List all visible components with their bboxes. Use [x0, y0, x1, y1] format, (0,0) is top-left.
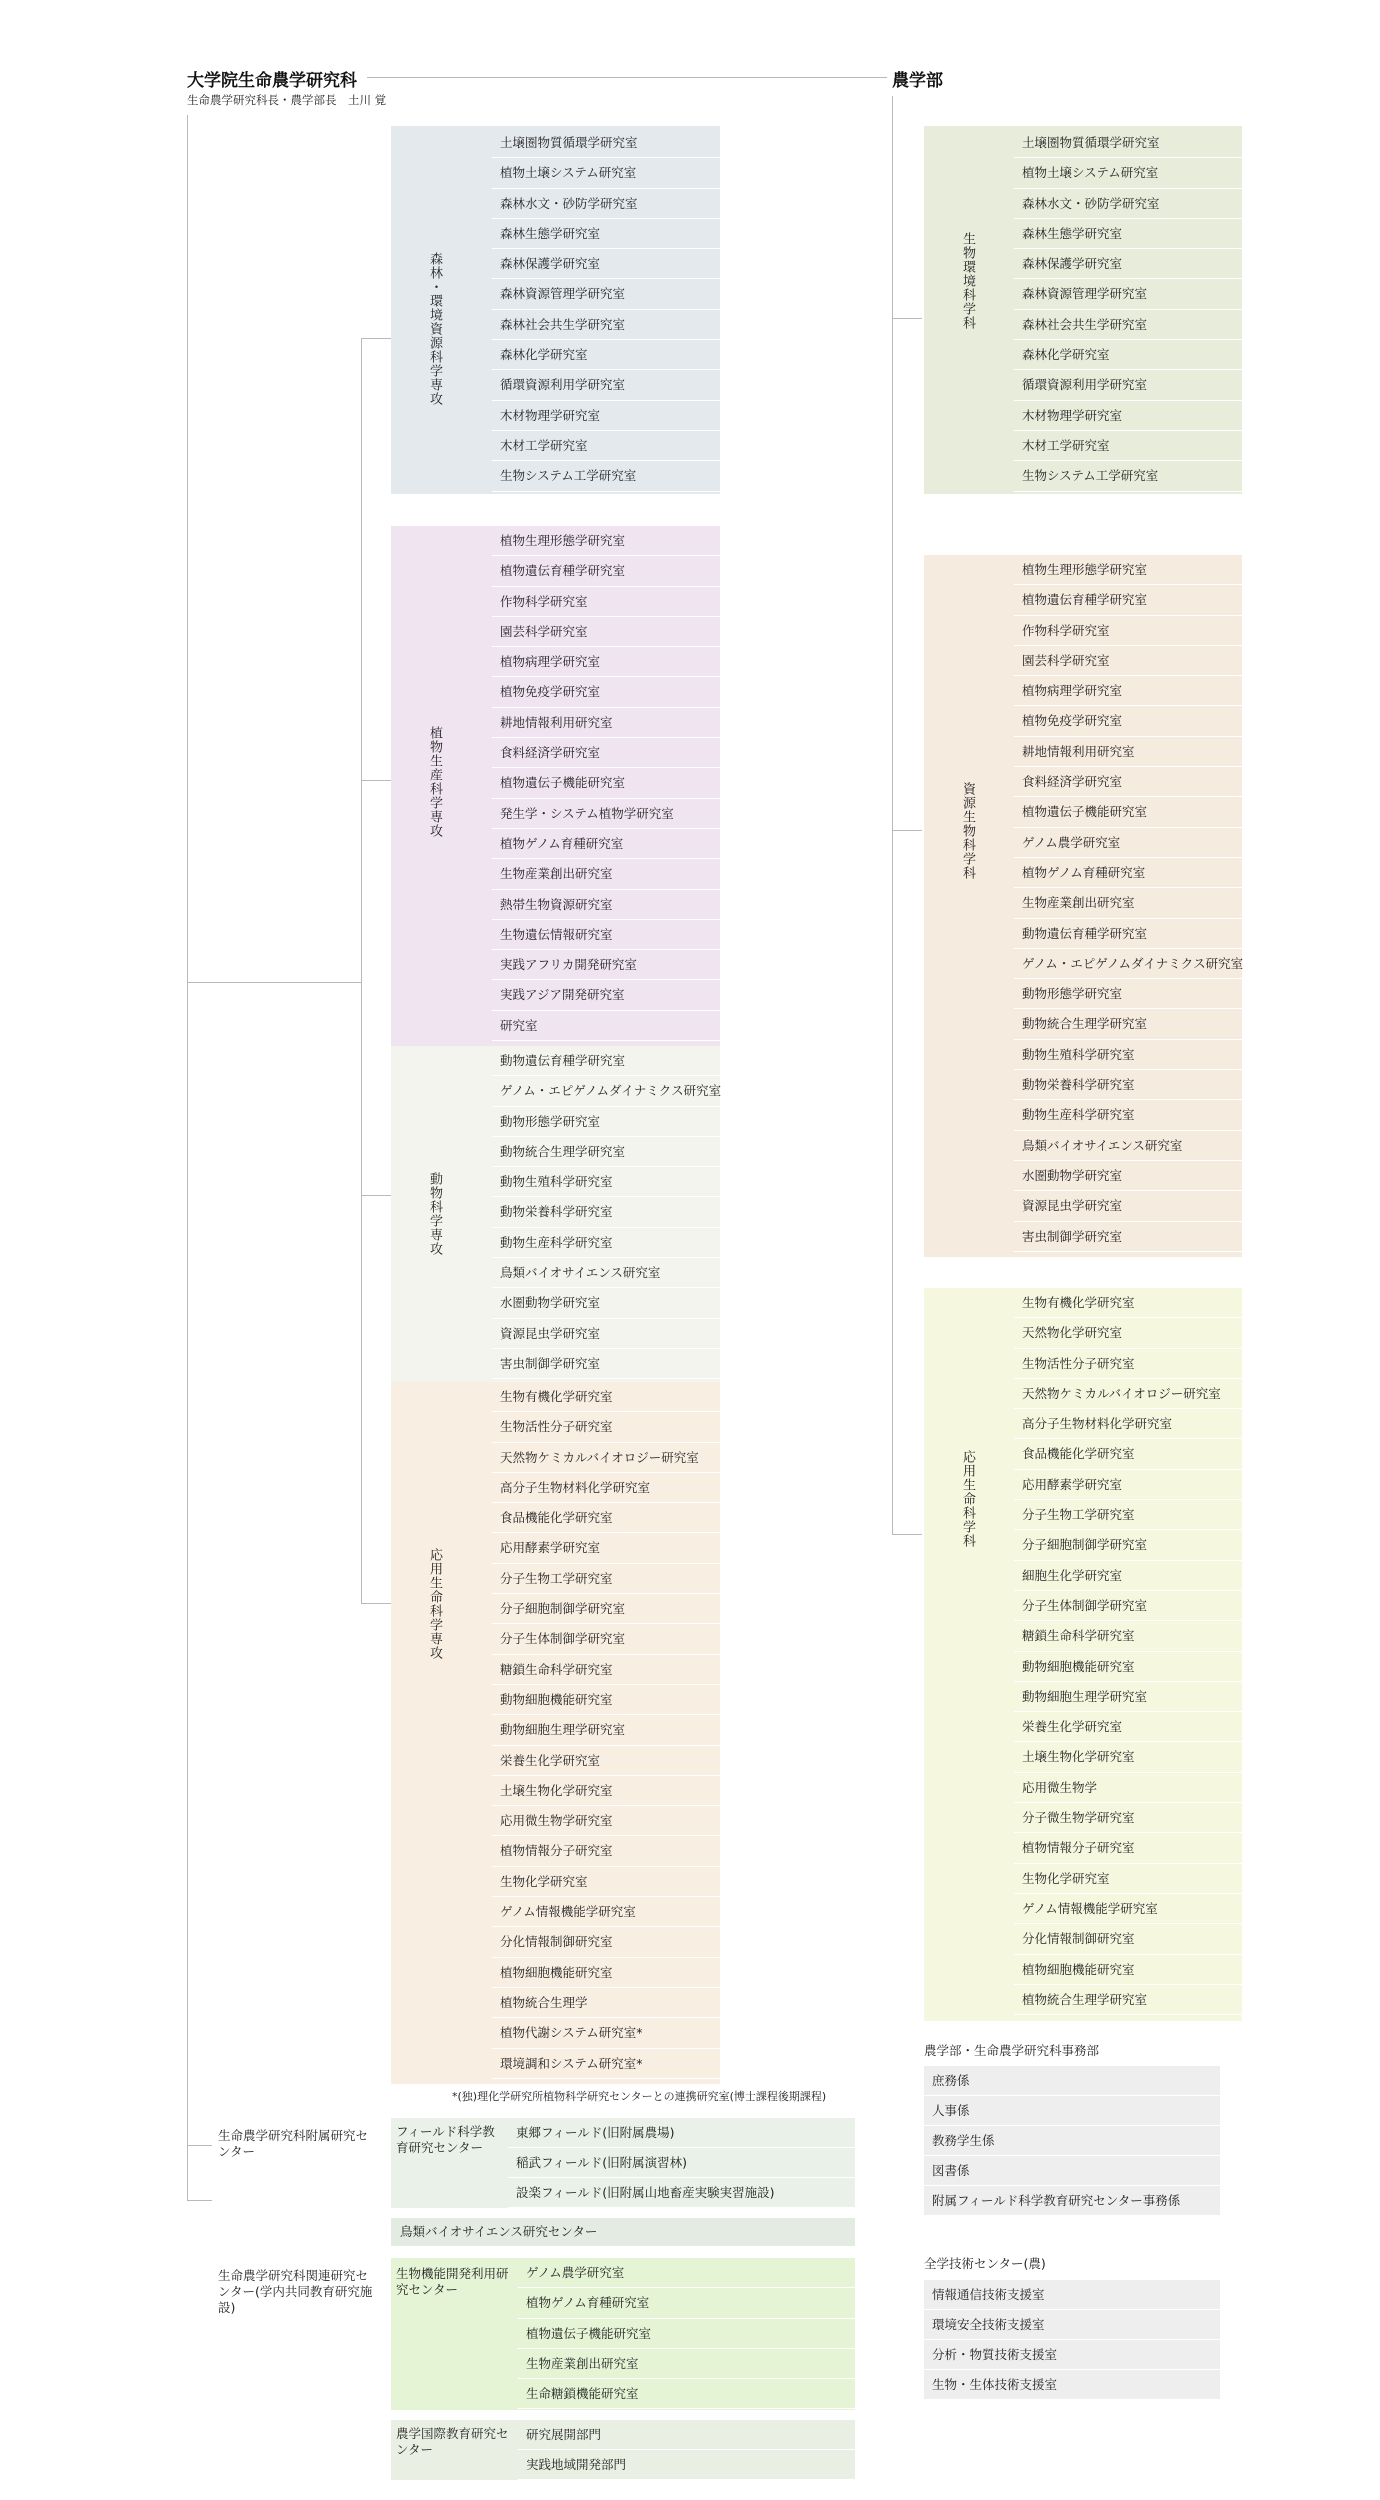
- lab-item: 動物統合生理学研究室: [1014, 1009, 1242, 1039]
- lab-item: 生物遺伝情報研究室: [492, 920, 720, 950]
- lab-item: 園芸科学研究室: [1014, 646, 1242, 676]
- dept-name-app: 応用生命科学科: [960, 1450, 975, 1548]
- lab-item: 環境調和システム研究室*: [492, 2049, 720, 2079]
- faculty-tick-app: [892, 1534, 922, 1535]
- office-title: 農学部・生命農学研究科事務部: [924, 2043, 1100, 2058]
- lab-item: 情報通信技術支援室: [924, 2280, 1220, 2310]
- lab-item: 分子生物工学研究室: [1014, 1500, 1242, 1530]
- major-lab-list-applied: [492, 1382, 720, 2079]
- lab-item: 動物形態学研究室: [492, 1107, 720, 1137]
- lab-item: 動物細胞機能研究室: [492, 1685, 720, 1715]
- lab-item: 森林社会共生学研究室: [1014, 310, 1242, 340]
- lab-item: 植物生理形態学研究室: [492, 526, 720, 556]
- lab-item: 循環資源利用学研究室: [1014, 370, 1242, 400]
- lab-item: 天然物ケミカルバイオロジー研究室: [492, 1443, 720, 1473]
- lab-item: 東郷フィールド(旧附属農場): [508, 2118, 855, 2148]
- lab-item: 生物産業創出研究室: [1014, 888, 1242, 918]
- lab-item: 水圏動物学研究室: [1014, 1161, 1242, 1191]
- lab-item: 植物統合生理学: [492, 1988, 720, 2018]
- lab-item: 生物活性分子研究室: [492, 1412, 720, 1442]
- plantfunc-center-name: 生物機能開発利用研究センター: [396, 2266, 509, 2297]
- lab-item: 分子微生物学研究室: [1014, 1803, 1242, 1833]
- lab-item: ゲノム農学研究室: [518, 2258, 855, 2288]
- lab-item: 植物免疫学研究室: [1014, 706, 1242, 736]
- dept-lab-list-res: [1014, 555, 1242, 1252]
- field-center-list: [508, 2118, 855, 2208]
- lab-item: 植物遺伝子機能研究室: [1014, 797, 1242, 827]
- lab-item: 森林化学研究室: [1014, 340, 1242, 370]
- lab-item: 設楽フィールド(旧附属山地畜産実験実習施設): [508, 2178, 855, 2208]
- lab-item: 森林化学研究室: [492, 340, 720, 370]
- lab-item: 生物活性分子研究室: [1014, 1349, 1242, 1379]
- lab-item: 植物遺伝育種学研究室: [1014, 585, 1242, 615]
- lab-item: 植物情報分子研究室: [492, 1836, 720, 1866]
- lab-item: 資源昆虫学研究室: [492, 1319, 720, 1349]
- lab-item: 土壌圏物質循環学研究室: [1014, 128, 1242, 158]
- lab-item: 動物統合生理学研究室: [492, 1137, 720, 1167]
- lab-item: 実践地域開発部門: [518, 2450, 855, 2480]
- lab-item: 植物病理学研究室: [1014, 676, 1242, 706]
- lab-item: 動物細胞生理学研究室: [1014, 1682, 1242, 1712]
- lab-item: 応用酵素学研究室: [492, 1533, 720, 1563]
- lab-item: 生物産業創出研究室: [518, 2349, 855, 2379]
- lab-item: 土壌生物化学研究室: [1014, 1742, 1242, 1772]
- faculty-tick-bio: [892, 318, 922, 319]
- lab-item: 動物遺伝育種学研究室: [1014, 919, 1242, 949]
- lab-item: 応用微生物学研究室: [492, 1806, 720, 1836]
- plantfunc-center-list: [518, 2258, 855, 2409]
- lab-item: 植物遺伝子機能研究室: [492, 768, 720, 798]
- lab-item: 植物情報分子研究室: [1014, 1833, 1242, 1863]
- lab-item: 植物統合生理学研究室: [1014, 1985, 1242, 2015]
- major-bracket-line: [361, 338, 362, 1603]
- lab-item: 害虫制御学研究室: [1014, 1222, 1242, 1252]
- faculty-trunk-line: [892, 96, 893, 1534]
- lab-item: 森林資源管理学研究室: [1014, 279, 1242, 309]
- lab-item: 生物システム工学研究室: [1014, 461, 1242, 491]
- lab-item: 応用微生物学: [1014, 1773, 1242, 1803]
- intl-center-name: 農学国際教育研究センター: [396, 2426, 509, 2457]
- lab-item: 分化情報制御研究室: [1014, 1924, 1242, 1954]
- faculty-tick-res: [892, 830, 922, 831]
- lab-item: 土壌生物化学研究室: [492, 1776, 720, 1806]
- lab-item: 植物細胞機能研究室: [492, 1958, 720, 1988]
- lab-item: 木材物理学研究室: [1014, 401, 1242, 431]
- intl-center-list: [518, 2420, 855, 2480]
- lab-item: 分子生体制御学研究室: [492, 1624, 720, 1654]
- lab-item: 鳥類バイオサイエンス研究室: [492, 1258, 720, 1288]
- major-tick-applied: [361, 1603, 391, 1604]
- lab-item: 庶務係: [924, 2066, 1220, 2096]
- office-list: [924, 2066, 1220, 2216]
- lab-item: 作物科学研究室: [492, 587, 720, 617]
- collab-footnote: *(独)理化学研究所植物科学研究センターとの連携研究室(博士課程後期課程): [452, 2090, 827, 2103]
- lab-item: 食品機能化学研究室: [1014, 1439, 1242, 1469]
- lab-item: 研究展開部門: [518, 2420, 855, 2450]
- lab-item: ゲノム・エピゲノムダイナミクス研究室: [492, 1076, 720, 1106]
- lab-item: ゲノム農学研究室: [1014, 828, 1242, 858]
- lab-item: 稲武フィールド(旧附属演習林): [508, 2148, 855, 2178]
- major-lab-list-animal: [492, 1046, 720, 1379]
- lab-item: 発生学・システム植物学研究室: [492, 799, 720, 829]
- lab-item: 植物ゲノム育種研究室: [492, 829, 720, 859]
- lab-item: 動物細胞生理学研究室: [492, 1715, 720, 1745]
- lab-item: 植物病理学研究室: [492, 647, 720, 677]
- lab-item: 生物化学研究室: [1014, 1864, 1242, 1894]
- lab-item: 教務学生係: [924, 2126, 1220, 2156]
- lab-item: 植物遺伝子機能研究室: [518, 2319, 855, 2349]
- field-center-name: フィールド科学教育研究センター: [396, 2124, 495, 2155]
- major-tick-animal: [361, 1195, 391, 1196]
- lab-item: 森林水文・砂防学研究室: [1014, 189, 1242, 219]
- lab-item: 分子細胞制御学研究室: [492, 1594, 720, 1624]
- major-tick-forest: [361, 338, 391, 339]
- lab-item: 応用酵素学研究室: [1014, 1470, 1242, 1500]
- lab-item: 糖鎖生命科学研究室: [1014, 1621, 1242, 1651]
- major-name-plant: 植物生産科学専攻: [427, 726, 442, 838]
- lab-item: 動物生殖科学研究室: [1014, 1040, 1242, 1070]
- lab-item: 森林生態学研究室: [1014, 219, 1242, 249]
- lab-item: 食料経済学研究室: [1014, 767, 1242, 797]
- lab-item: 動物形態学研究室: [1014, 979, 1242, 1009]
- lab-item: 木材物理学研究室: [492, 401, 720, 431]
- lab-item: ゲノム・エピゲノムダイナミクス研究室: [1014, 949, 1242, 979]
- bird-center-name: 鳥類バイオサイエンス研究センター: [400, 2224, 598, 2239]
- major-name-animal: 動物科学専攻: [427, 1172, 442, 1256]
- lab-item: 生物システム工学研究室: [492, 461, 720, 491]
- lab-item: 植物土壌システム研究室: [492, 158, 720, 188]
- lab-item: 森林水文・砂防学研究室: [492, 189, 720, 219]
- grad-school-title: 大学院生命農学研究科: [187, 71, 357, 91]
- lab-item: 栄養生化学研究室: [492, 1746, 720, 1776]
- dept-name-bio: 生物環境科学科: [960, 232, 975, 330]
- lab-item: 森林保護学研究室: [492, 249, 720, 279]
- lab-item: 森林生態学研究室: [492, 219, 720, 249]
- lab-item: 害虫制御学研究室: [492, 1349, 720, 1379]
- lab-item: 植物生理形態学研究室: [1014, 555, 1242, 585]
- lab-item: 作物科学研究室: [1014, 616, 1242, 646]
- major-lab-list-plant: [492, 526, 720, 1041]
- lab-item: 動物生産科学研究室: [1014, 1100, 1242, 1130]
- lab-item: 動物栄養科学研究室: [492, 1197, 720, 1227]
- lab-item: 環境安全技術支援室: [924, 2310, 1220, 2340]
- dept-lab-list-app: [1014, 1288, 1242, 2015]
- lab-item: 熱帯生物資源研究室: [492, 890, 720, 920]
- lab-item: 糖鎖生命科学研究室: [492, 1655, 720, 1685]
- lab-item: 植物ゲノム育種研究室: [1014, 858, 1242, 888]
- lab-item: 食料経済学研究室: [492, 738, 720, 768]
- lab-item: 人事係: [924, 2096, 1220, 2126]
- center-tick-attached: [187, 2145, 212, 2146]
- lab-item: 森林社会共生学研究室: [492, 310, 720, 340]
- lab-item: 研究室: [492, 1011, 720, 1041]
- lab-item: 生物・生体技術支援室: [924, 2370, 1220, 2400]
- lab-item: 生命糖鎖機能研究室: [518, 2379, 855, 2409]
- lab-item: 図書係: [924, 2156, 1220, 2186]
- lab-item: 生物産業創出研究室: [492, 859, 720, 889]
- tech-center-list: [924, 2280, 1220, 2400]
- grad-major-branch: [187, 982, 362, 983]
- lab-item: 資源昆虫学研究室: [1014, 1191, 1242, 1221]
- header-connector-line: [367, 77, 887, 78]
- lab-item: 森林保護学研究室: [1014, 249, 1242, 279]
- lab-item: 園芸科学研究室: [492, 617, 720, 647]
- lab-item: 生物有機化学研究室: [492, 1382, 720, 1412]
- lab-item: 水圏動物学研究室: [492, 1288, 720, 1318]
- major-lab-list-forest: [492, 128, 720, 492]
- lab-item: 植物遺伝育種学研究室: [492, 556, 720, 586]
- lab-item: 動物遺伝育種学研究室: [492, 1046, 720, 1076]
- major-name-applied: 応用生命科学専攻: [427, 1548, 442, 1660]
- lab-item: 鳥類バイオサイエンス研究室: [1014, 1131, 1242, 1161]
- lab-item: 栄養生化学研究室: [1014, 1712, 1242, 1742]
- lab-item: 耕地情報利用研究室: [1014, 737, 1242, 767]
- major-tick-plant: [361, 780, 391, 781]
- lab-item: 細胞生化学研究室: [1014, 1561, 1242, 1591]
- lab-item: 土壌圏物質循環学研究室: [492, 128, 720, 158]
- lab-item: 森林資源管理学研究室: [492, 279, 720, 309]
- lab-item: ゲノム情報機能学研究室: [1014, 1894, 1242, 1924]
- dept-name-res: 資源生物科学科: [960, 782, 975, 880]
- lab-item: 木材工学研究室: [492, 431, 720, 461]
- lab-item: 動物細胞機能研究室: [1014, 1652, 1242, 1682]
- lab-item: 実践アジア開発研究室: [492, 980, 720, 1010]
- lab-item: 高分子生物材料化学研究室: [1014, 1409, 1242, 1439]
- faculty-title: 農学部: [892, 71, 943, 91]
- lab-item: 分子生物工学研究室: [492, 1564, 720, 1594]
- lab-item: 耕地情報利用研究室: [492, 708, 720, 738]
- tech-center-title: 全学技術センター(農): [924, 2256, 1046, 2271]
- lab-item: 植物土壌システム研究室: [1014, 158, 1242, 188]
- center-tick-related: [187, 2200, 212, 2201]
- dept-lab-list-bio: [1014, 128, 1242, 492]
- lab-item: 生物有機化学研究室: [1014, 1288, 1242, 1318]
- lab-item: 木材工学研究室: [1014, 431, 1242, 461]
- lab-item: ゲノム情報機能学研究室: [492, 1897, 720, 1927]
- lab-item: 動物栄養科学研究室: [1014, 1070, 1242, 1100]
- lab-item: 分子細胞制御学研究室: [1014, 1530, 1242, 1560]
- lab-item: 植物代謝システム研究室*: [492, 2018, 720, 2048]
- lab-item: 高分子生物材料化学研究室: [492, 1473, 720, 1503]
- lab-item: 実践アフリカ開発研究室: [492, 950, 720, 980]
- lab-item: 植物細胞機能研究室: [1014, 1955, 1242, 1985]
- lab-item: 分子生体制御学研究室: [1014, 1591, 1242, 1621]
- lab-item: 分化情報制御研究室: [492, 1927, 720, 1957]
- attached-centers-label: 生命農学研究科附属研究センター: [218, 2128, 369, 2159]
- lab-item: 天然物化学研究室: [1014, 1318, 1242, 1348]
- grad-school-subtitle: 生命農学研究科長・農学部長 土川 覚: [187, 93, 387, 107]
- lab-item: 生物化学研究室: [492, 1867, 720, 1897]
- major-name-forest: 森林・環境資源科学専攻: [427, 252, 442, 406]
- lab-item: 附属フィールド科学教育研究センター事務係: [924, 2186, 1220, 2216]
- lab-item: 動物生産科学研究室: [492, 1228, 720, 1258]
- lab-item: 天然物ケミカルバイオロジー研究室: [1014, 1379, 1242, 1409]
- lab-item: 植物ゲノム育種研究室: [518, 2288, 855, 2318]
- lab-item: 分析・物質技術支援室: [924, 2340, 1220, 2370]
- lab-item: 食品機能化学研究室: [492, 1503, 720, 1533]
- lab-item: 植物免疫学研究室: [492, 677, 720, 707]
- lab-item: 動物生殖科学研究室: [492, 1167, 720, 1197]
- related-centers-label: 生命農学研究科関連研究センター(学内共同教育研究施設): [218, 2268, 373, 2315]
- grad-trunk-line: [187, 115, 188, 2200]
- lab-item: 循環資源利用学研究室: [492, 370, 720, 400]
